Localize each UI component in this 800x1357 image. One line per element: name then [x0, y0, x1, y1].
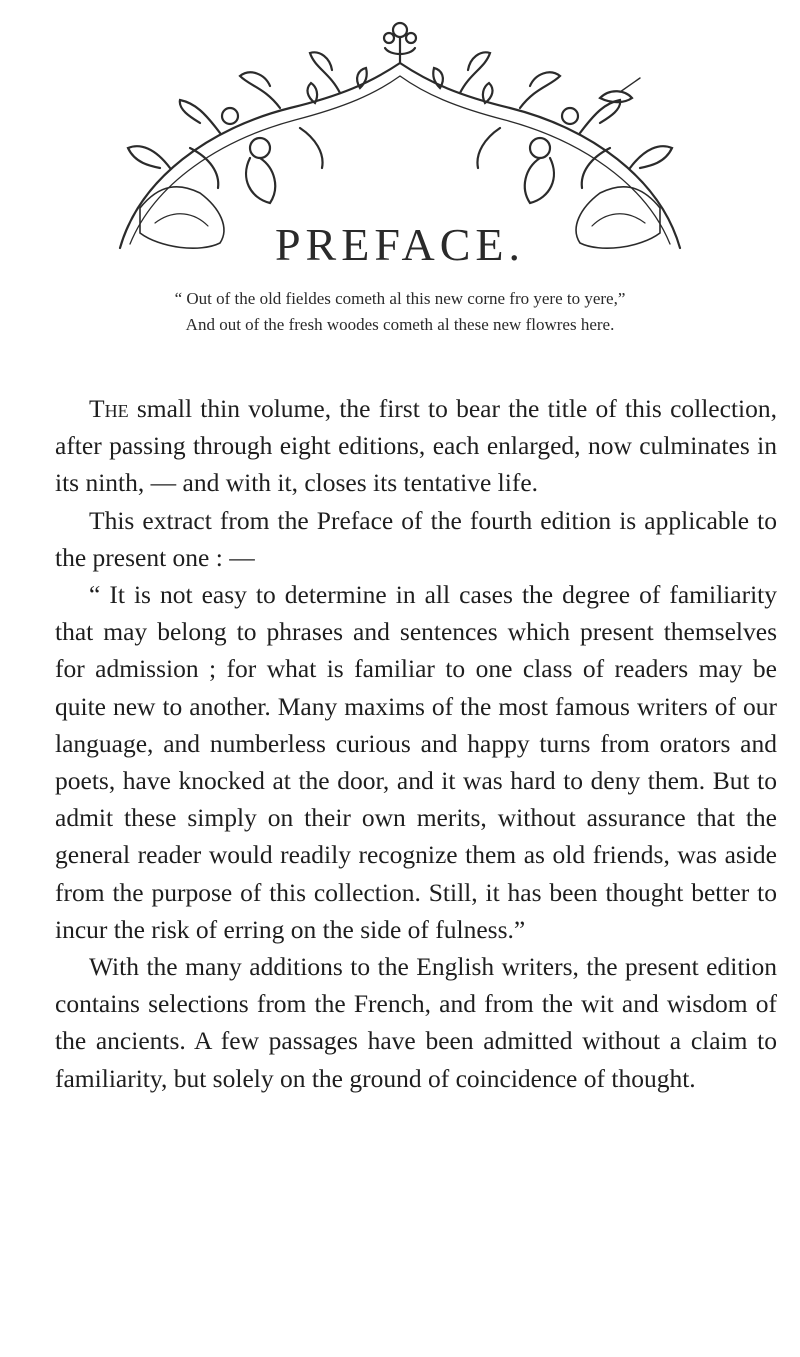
page-title: PREFACE. — [274, 219, 526, 270]
epigraph — [0, 286, 800, 338]
preface-body — [55, 390, 777, 1097]
paragraph-4 — [55, 948, 777, 1097]
paragraph-text: small thin volume, the first to bear the title of this collection, after passing through eight editions, each enlarged, now culminates in its ninth, — and with it, closes its tentative life. — [55, 394, 777, 498]
epigraph-line-1: “ Out of the old fieldes cometh al this new corne fro yere to yere,” — [174, 289, 626, 308]
paragraph-2 — [55, 502, 777, 576]
paragraph-text: “ It is not easy to determine in all cases the degree of familiarity that may belong to phrases and sentences which present themselves for admission ; for what is familiar to one class of readers may be quite new to another. Many maxims of the most famous writers of our language, and numberless curious and happy turns from orators and poets, have knocked at the door, and it was hard to deny them. But to admit these simply on their own merits, without assurance that the general reader would readily recognize them as old friends, was aside from the purpose of this collection. Still, it has been thought better to incur the risk of erring on the side of fulness.” — [55, 580, 777, 944]
paragraph-1 — [55, 390, 777, 502]
paragraph-3 — [55, 576, 777, 948]
paragraph-lead-word: The — [89, 394, 129, 423]
paragraph-text: This extract from the Preface of the fourth edition is applicable to the present one : — — [55, 505, 777, 572]
paragraph-text: With the many additions to the English writers, the present edition contains selections from the French, and from the wit and wisdom of the ancients. A few passages have been admitted without a claim to familiarity, but solely on the ground of coincidence of thought. — [55, 952, 777, 1093]
epigraph-line-2: And out of the fresh woodes cometh al these new flowres here. — [185, 315, 615, 334]
